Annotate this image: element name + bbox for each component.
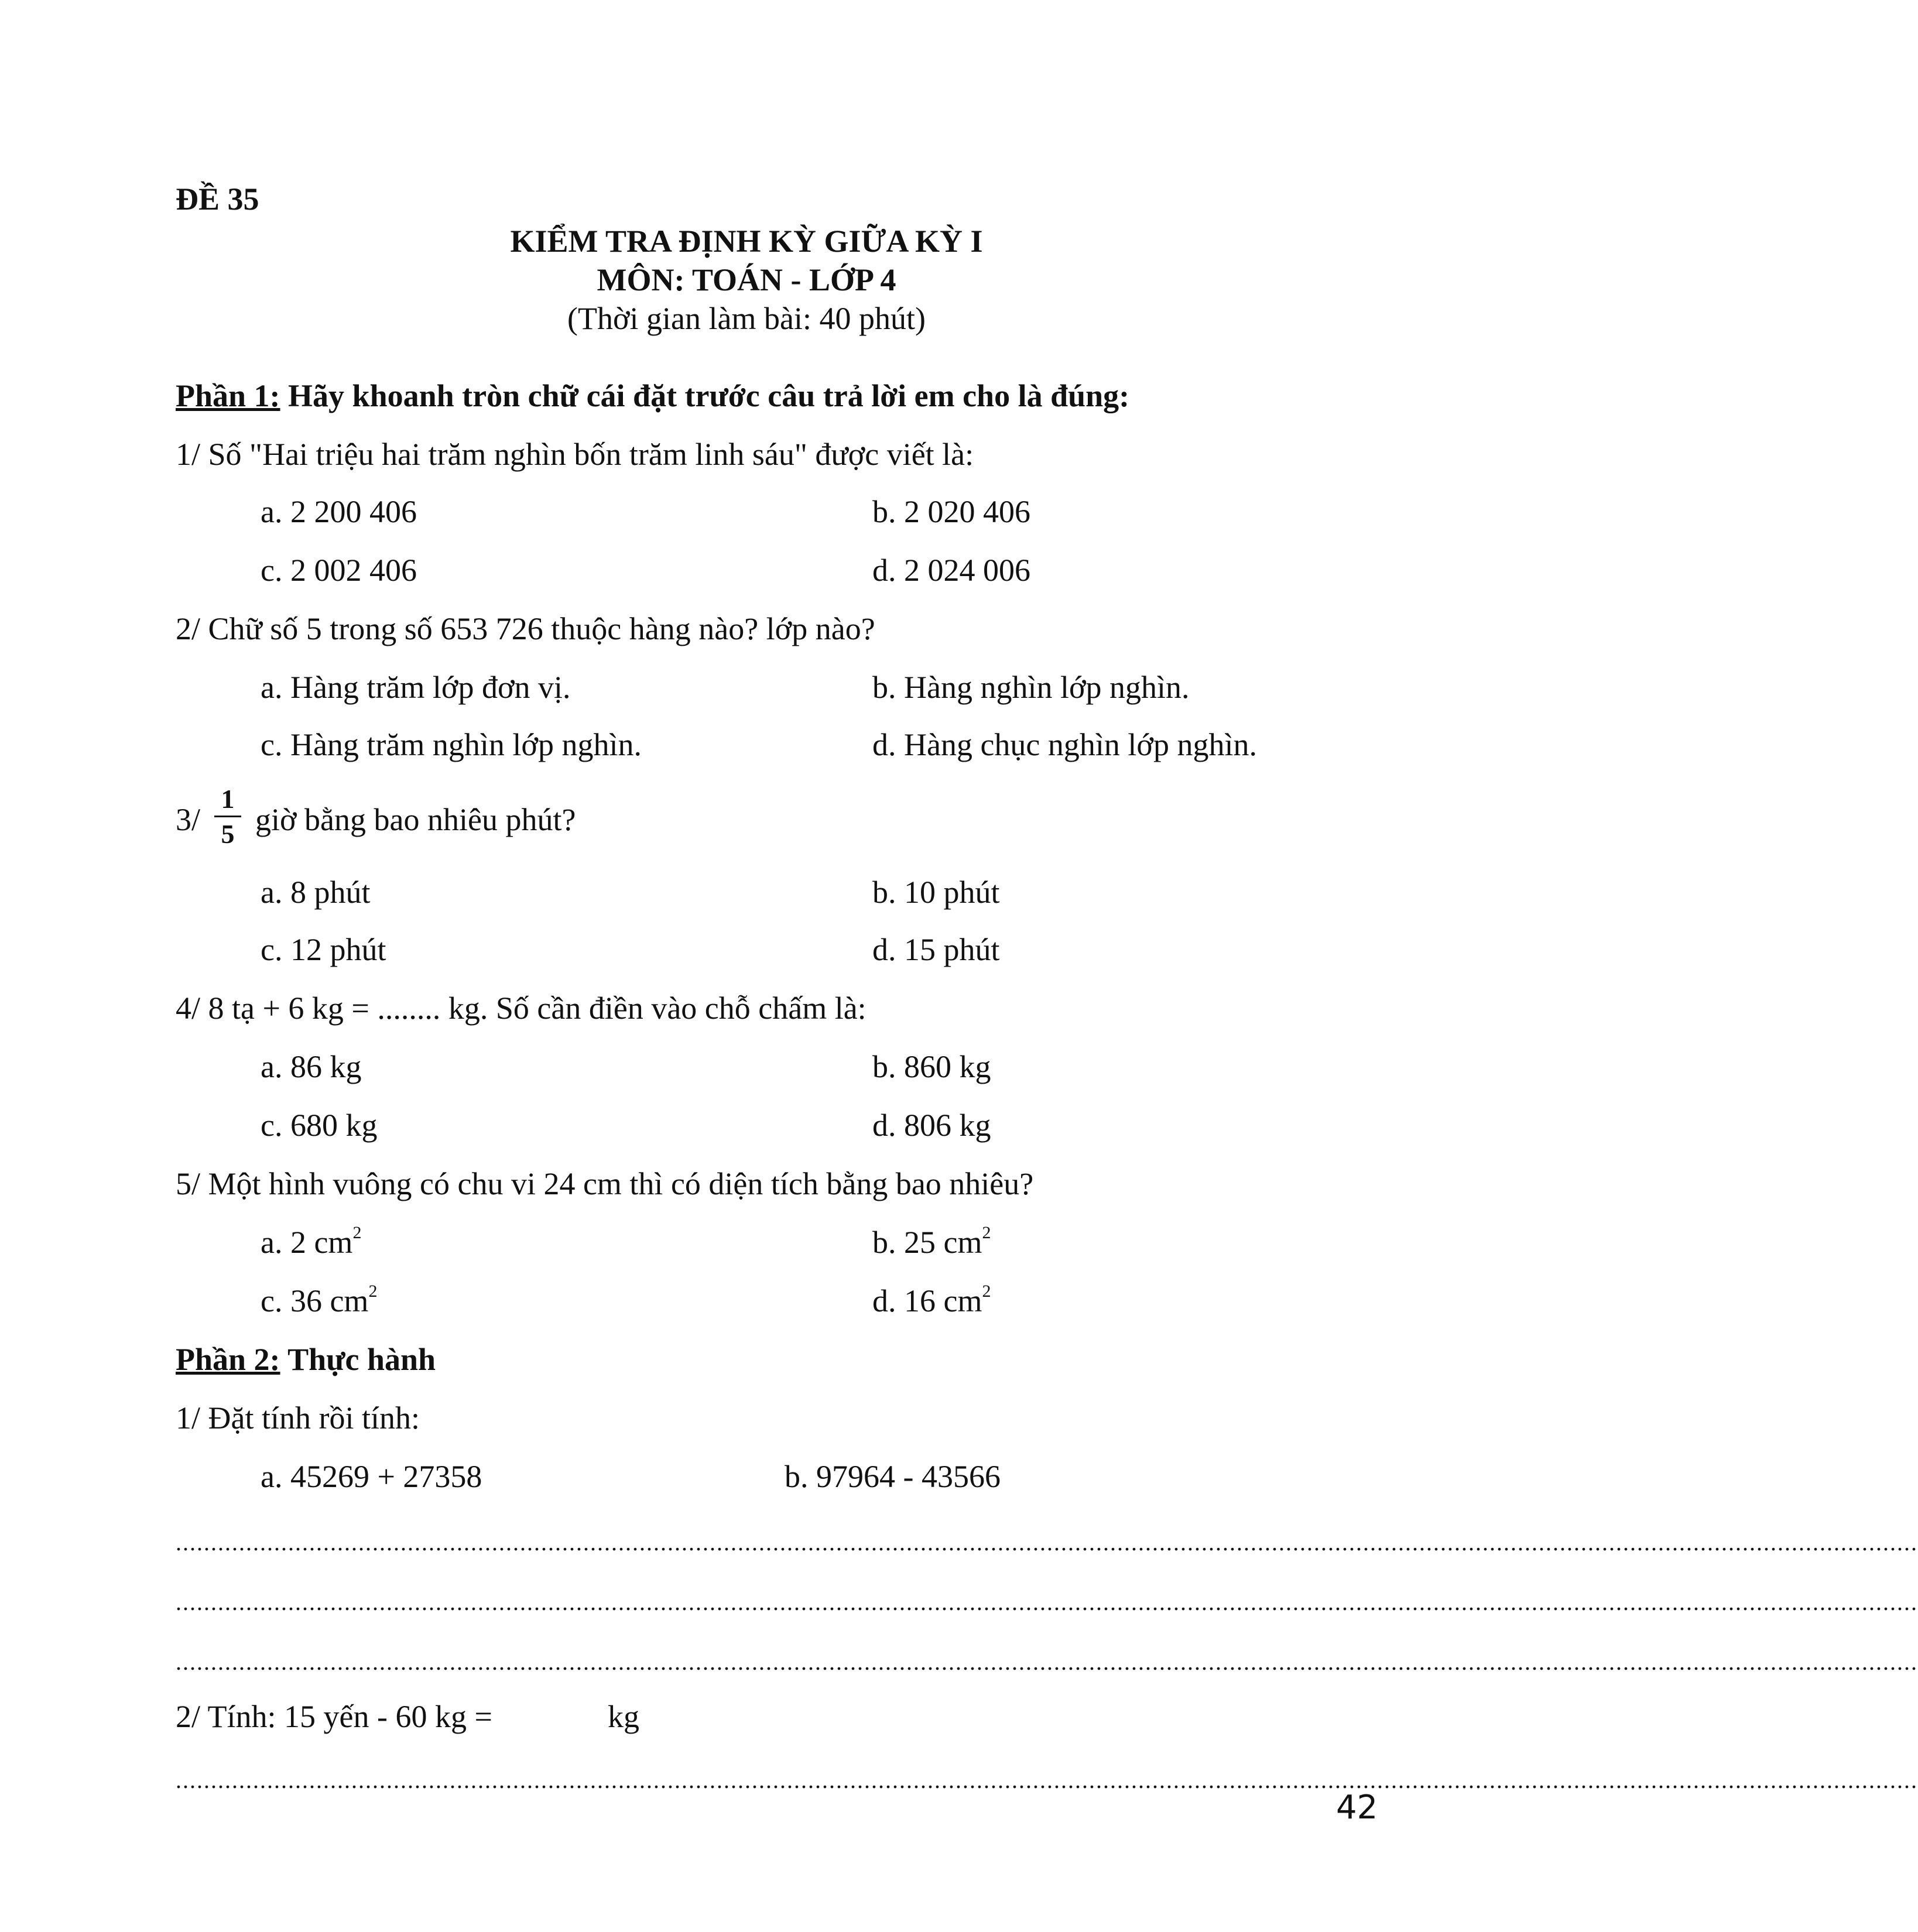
q2-option-c: c. Hàng trăm nghìn lớp nghìn.	[261, 727, 642, 762]
answer-line-1: ........................................................................................................................................................................................................................................................	[176, 1529, 1918, 1556]
q3-option-a: a. 8 phút	[261, 875, 371, 910]
part2-label: Phần 2:	[176, 1342, 280, 1377]
q4-option-d: d. 806 kg	[872, 1108, 991, 1143]
answer-line-2: ........................................................................................................................................................................................................................................................	[176, 1589, 1918, 1615]
exam-title: KIỂM TRA ĐỊNH KỲ GIỮA KỲ I	[510, 224, 983, 259]
q5-option-d: d. 16 $cm^2$	[872, 1282, 991, 1318]
part1-label: Phần 1:	[176, 378, 280, 413]
exam-subject: MÔN: TOÁN - LỚP 4	[597, 262, 896, 297]
part1-heading	[176, 377, 1129, 415]
part2-question-1: 1/ Đặt tính rồi tính:	[176, 1400, 420, 1436]
q4-option-c: c. 680 kg	[261, 1108, 378, 1143]
part2-q1-a: a. 45269 + 27358	[261, 1459, 482, 1494]
part2-q2-unit: kg	[608, 1699, 639, 1734]
exam-code: ĐỀ 35	[176, 181, 259, 217]
q3-option-c: c. 12 phút	[261, 932, 386, 967]
q1-option-c: c. 2 002 406	[261, 553, 417, 588]
q2-option-d: d. Hàng chục nghìn lớp nghìn.	[872, 727, 1257, 762]
q2-option-b: b. Hàng nghìn lớp nghìn.	[872, 670, 1190, 705]
answer-line-3: ........................................................................................................................................................................................................................................................	[176, 1649, 1918, 1675]
part2-q1-b: b. 97964 - 43566	[785, 1459, 1001, 1494]
question-5: 5/ Một hình vuông có chu vi 24 cm thì có diện tích bằng bao nhiêu?	[176, 1166, 1034, 1201]
q2-option-a: a. Hàng trăm lớp đơn vị.	[261, 670, 571, 705]
fraction-bar	[214, 816, 241, 817]
q1-option-b: b. 2 020 406	[872, 494, 1030, 529]
part1-instruction: Hãy khoanh tròn chữ cái đặt trước câu trả lời em cho là đúng:	[280, 378, 1130, 413]
q1-option-d: d. 2 024 006	[872, 553, 1030, 588]
part2-title: Thực hành	[280, 1342, 436, 1377]
question-3: giờ bằng bao nhiêu phút?	[255, 802, 576, 837]
question-1: 1/ Số "Hai triệu hai trăm nghìn bốn trăm linh sáu" được viết là:	[176, 437, 974, 472]
q5-option-a: a. 2 $cm^2$	[261, 1223, 362, 1260]
exam-time: (Thời gian làm bài: 40 phút)	[567, 301, 926, 336]
q3-option-b: b. 10 phút	[872, 875, 1000, 910]
q1-option-a: a. 2 200 406	[261, 494, 417, 529]
part2-heading	[176, 1341, 436, 1378]
question-4: 4/ 8 tạ + 6 kg = ........ kg. Số cần điền vào chỗ chấm là:	[176, 991, 866, 1026]
question-2: 2/ Chữ số 5 trong số 653 726 thuộc hàng nào? lớp nào?	[176, 611, 875, 646]
fraction-numerator: 1	[221, 784, 235, 814]
q5-option-c: c. 36 $cm^2$	[261, 1282, 378, 1318]
part2-question-2: 2/ Tính: 15 yến - 60 kg =	[176, 1699, 492, 1734]
q3-option-d: d. 15 phút	[872, 932, 1000, 967]
q4-option-b: b. 860 kg	[872, 1049, 991, 1084]
answer-line-4: ........................................................................................................................................................................................................................................................	[176, 1767, 1918, 1793]
q3-prefix: 3/	[176, 802, 201, 837]
page-number: 42	[1336, 1789, 1378, 1827]
q5-option-b: b. 25 $cm^2$	[872, 1223, 991, 1260]
fraction-denominator: 5	[221, 819, 235, 849]
q4-option-a: a. 86 kg	[261, 1049, 362, 1084]
